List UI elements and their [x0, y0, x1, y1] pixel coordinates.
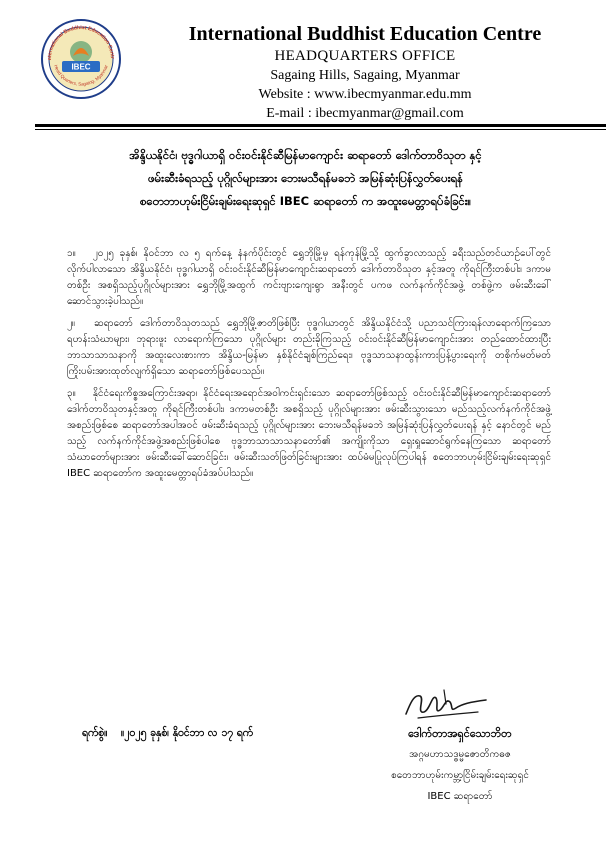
logo-top-text: nternational Buddhist Education Centr [46, 24, 116, 61]
paragraph-text: ၂၀၂၅ ခုနှစ်၊ နိုဝင်ဘာ လ ၅ ရက်နေ့ နံနက်ပိုင်းတွင် ရွှေဘိုမြို့မှ ရန်ကုန်မြို့သို့ ထွက်ခွာလာသည့် ခရီးသည်တင်ယာဉ်ပေါ်တွင် လိုက်ပါလာသော အိန္ဒိယနိုင်ငံ၊ ဗုဒ္ဓဂါယာရှိ ဝင်းဝင်းနိုင်ဆီမြန်မာကျောင်းဆရာတော် ဒေါက်တာဝိသုတ နှင့်အတူ ကိုရင်ကြီးတစ်ပါး၊ ဒကာမတစ်ဦး အစရှိသည့်ပုဂ္ဂိုလ်များအား ရွှေဘိုမြို့အထွက် ကင်းဗျားကျေးရွာ အနီးတွင် ပကဖ လက်နက်ကိုင်အဖွဲ့ တစ်ဖွဲ့က ဖမ်းဆီးခေါ်ဆောင်သွားခဲ့ပါသည်။ [67, 248, 551, 307]
ibec-logo-icon [40, 18, 122, 100]
paragraph-text: နိုင်ငံရေးကိစ္စအကြောင်းအရာ၊ နိုင်ငံရေးအရောင်အဝါကင်းရှင်းသော ဆရာတော်ဖြစ်သည့် ဝင်းဝင်းနိုင်ဆီမြန်မာကျောင်းဆရာတော် ဒေါက်တာဝိသုတနှင့်အတူ ကိုရင်ကြီးတစ်ပါး၊ ဒကာမတစ်ဦး အစရှိသည့် ပုဂ္ဂိုလ်များအား ဖမ်းဆီးသွားသော မည်သည့်လက်နက်ကိုင်အဖွဲ့အစည်းဖြစ်စေ ဆရာတော်အပါအဝင် ဖမ်းဆီးခံရသည့် ပုဂ္ဂိုလ်များအား ဘေးမသီရန်မခဘဲ အမြန်ဆုံးပြန်လွှတ်ပေးရန် နှင့် နောင်တွင် မည်သည့် လက်နက်ကိုင်အဖွဲ့အစည်းဖြစ်ပါစေ ဗုဒ္ဓဘာသာသာသနာတော်၏ အကျိုးကိုသာ ရှေးရှုဆောင်ရွက်နေကြသော ဆရာတော်သံဃာတော်များအား ဖမ်းဆီးခေါ်ဆောင်ခြင်း၊ ဖမ်းဆီးသတ်ဖြတ်ခြင်းများအား ထပ်မံမပြုလုပ်ကြပါရန် စတေဘာဟုမ်းငြိမ်းချမ်းရေးဆုရှင် IBEC ဆရာတော်က အထူးမေတ္တာရပ်ခံအပ်ပါသည်။ [67, 388, 551, 479]
letter-title [45, 144, 566, 213]
paragraph-1 [67, 246, 551, 310]
title-line-3: စတေဘာဟုမ်းငြိမ်းချမ်းရေးဆုရှင် IBEC ဆရာတော် က အထူးမေတ္တာရပ်ခံခြင်း။ [139, 194, 472, 208]
letterhead [0, 0, 611, 120]
paragraph-number: ၃။ [67, 388, 76, 399]
signer-title-1: အဂ္ဂမဟာသဒ္ဓမ္မဇောတိကဓဇ [409, 749, 511, 760]
logo-abbr: IBEC [71, 62, 91, 72]
org-address: Sagaing Hills, Sagaing, Myanmar [270, 68, 460, 83]
signer-name: ဒေါက်တာအရှင်သောဘိတ [408, 727, 512, 740]
org-email: E-mail : ibecmyanmar@gmail.com [266, 106, 464, 121]
title-line-1: အိန္ဒိယနိုင်ငံ၊ ဗုဒ္ဓဂါယာရှိ ဝင်းဝင်းနိုင်ဆီမြန်မာကျောင်း ဆရာတော် ဒေါက်တာဝိသုတ နှင့် [129, 148, 482, 162]
paragraph-number: ၂။ [67, 318, 75, 329]
logo-bottom-text: Head Quarters, Sagaing, Myanmar [53, 64, 109, 87]
org-info [130, 22, 600, 123]
paragraph-3 [67, 386, 551, 482]
signer-title-2: စတေဘာဟုမ်းကမ္ဘာ့ငြိမ်းချမ်းရေးဆုရှင် [391, 770, 529, 781]
org-website: Website : www.ibecmyanmar.edu.mm [258, 87, 472, 102]
title-line-2: ဖမ်းဆီးခံရသည့် ပုဂ္ဂိုလ်များအား ဘေးမသီရန်မခဘဲ အမြန်ဆုံးပြန်လွှတ်ပေးရန် [147, 171, 464, 185]
letter-body [67, 246, 551, 488]
header-divider-thick [35, 124, 606, 127]
signature-icon [400, 684, 490, 726]
signer-title-3: IBEC ဆရာတော် [427, 791, 493, 802]
signer-block [360, 723, 560, 807]
date-value: ။၂၀၂၅ ခုနှစ်၊ နိုဝင်ဘာ လ ၁၇ ရက် [121, 727, 254, 739]
paragraph-2 [67, 316, 551, 380]
header-divider-thin [35, 129, 606, 130]
date-row [82, 727, 253, 742]
office-name: HEADQUARTERS OFFICE [274, 48, 456, 64]
paragraph-text: ဆရာတော် ဒေါက်တာဝိသုတသည် ရွှေဘိုမြို့ဇာတိဖြစ်ပြီး ဗုဒ္ဓဂါယာတွင် အိန္ဒိယနိုင်ငံသို့ ပညာသင်ကြားရန်လာရောက်ကြသော ရဟန်းသံဃာများ၊ ဘုရားဖူး လာရောက်ကြသော ပုဂ္ဂိုလ်များ တည်းခိုကြသည့် ဝင်းဝင်းနိုင်ဆီမြန်မာကျောင်းအား တည်ထောင်ထားပြီး ဘာသာသာသနာကို အထူးလေးစားကာ အိန္ဒိယ-မြန်မာ နှစ်နိုင်ငံချစ်ကြည်ရေး၊ ဗုဒ္ဓသာသနာထွန်းကားပြန့်ပွားရေးကို တစိုက်မတ်မတ်ကြိုးပမ်းအားထုတ်လျက်ရှိသော ဆရာတော်ဖြစ်ပေသည်။ [67, 318, 551, 377]
paragraph-number: ၁။ [67, 248, 76, 259]
date-label: ရက်စွဲ။ [82, 727, 108, 739]
org-name: International Buddhist Education Centre [188, 23, 542, 45]
